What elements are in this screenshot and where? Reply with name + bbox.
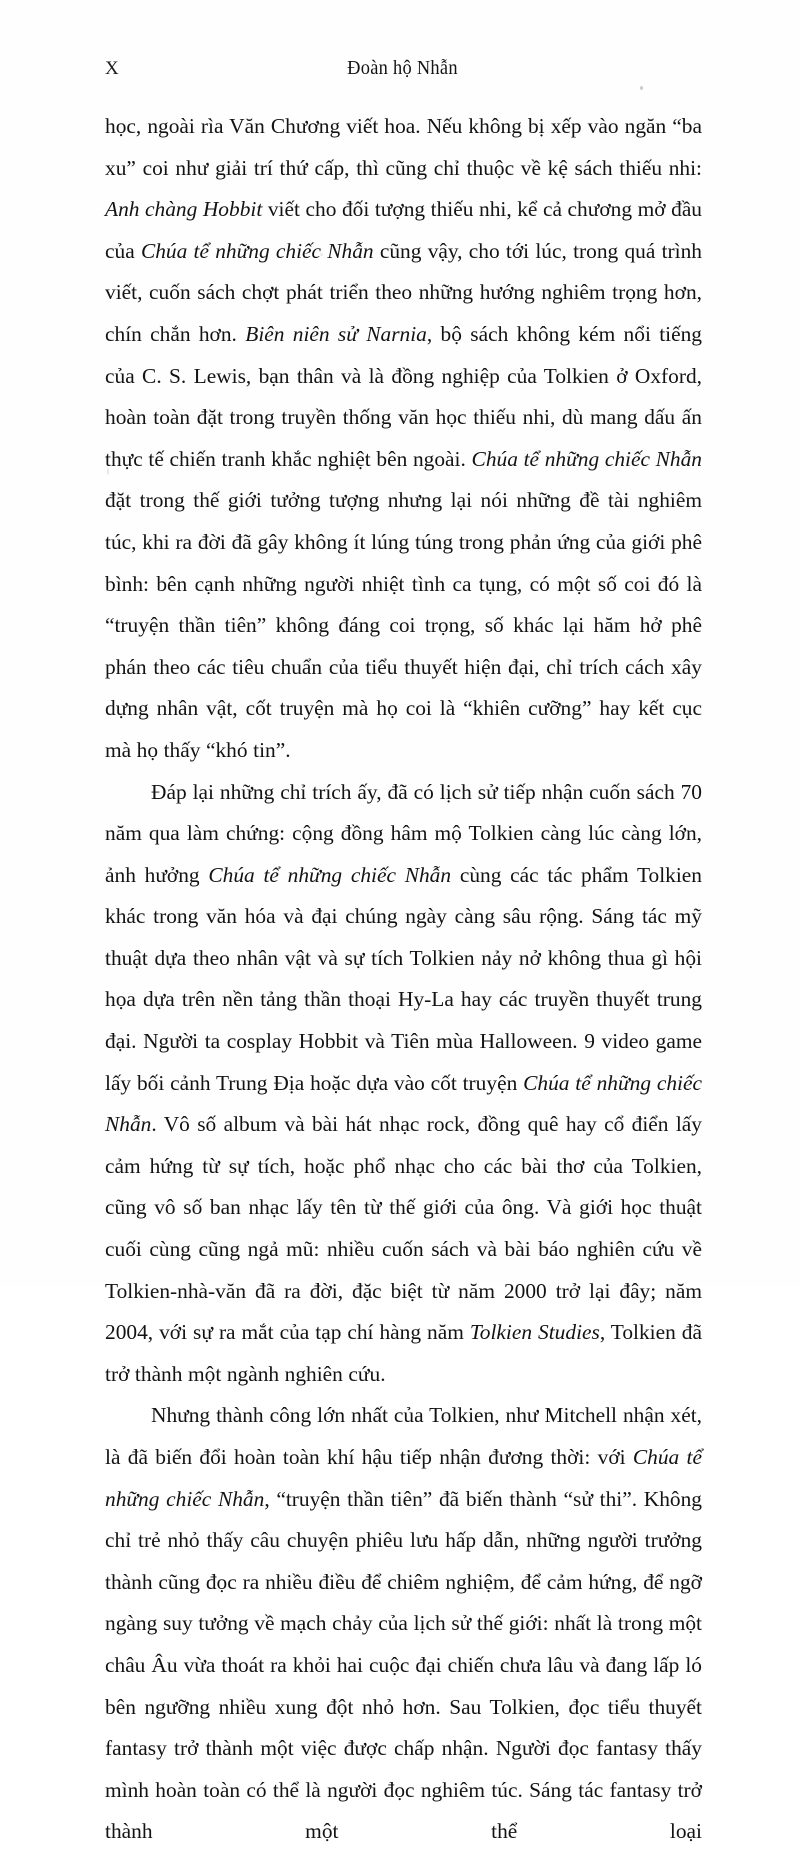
- text-run: . Vô số album và bài hát nhạc rock, đồng quê hay cổ điển lấy cảm hứng từ sự tích, hoặc phổ nhạc cho các bài thơ của Tolkien, cũng vô số ban nhạc lấy tên từ thế giới của ông. Và giới học thuật cuối cùng cũng ngả mũ: nhiều cuốn sách và bài báo nghiên cứu về Tolkien-nhà-văn đã ra đời, đặc biệt từ năm 2000 trở lại đây; năm 2004, với sự ra mắt của tạp chí hàng năm: [105, 1112, 702, 1345]
- book-title-italic: Chúa tể những chiếc Nhẫn: [471, 446, 703, 471]
- book-title-italic: Anh chàng Hobbit: [105, 197, 263, 222]
- scan-speck-icon: [640, 86, 643, 90]
- text-run: cùng các tác phẩm Tolkien khác trong văn hóa và đại chúng ngày càng sâu rộng. Sáng tác mỹ thuật dựa theo nhân vật và sự tích Tolkien nảy nở không thua gì hội họa dựa trên nền tảng thần thoại Hy-La hay các truyền thuyết trung đại. Người ta cosplay Hobbit và Tiên mùa Halloween. 9 video game lấy bối cảnh Trung Địa hoặc dựa vào cốt truyện: [105, 862, 702, 1095]
- text-run: cũng vậy, cho tới lúc, trong quá trình viết, cuốn sách chợt phát triển theo những hướng nghiêm trọng hơn, chín chắn hơn.: [105, 238, 702, 346]
- book-title-italic: Chúa tể những chiếc Nhẫn: [105, 1445, 702, 1511]
- text-run: Nhưng thành công lớn nhất của Tolkien, như Mitchell nhận xét, là đã biến đổi hoàn toàn khí hậu tiếp nhận đương thời: với: [105, 1403, 702, 1469]
- scan-speck-icon: [320, 253, 323, 256]
- running-head: [105, 58, 700, 88]
- book-title-italic: Chúa tể những chiếc Nhẫn: [140, 238, 374, 263]
- book-title-italic: Chúa tể những chiếc Nhẫn: [208, 862, 452, 887]
- scan-speck-icon: [107, 468, 109, 475]
- paragraph-para-2: [105, 772, 702, 1396]
- text-run: , Tolkien đã trở thành một ngành nghiên cứu.: [105, 1320, 702, 1386]
- paragraph-para-1: [105, 106, 702, 772]
- page-number: X: [105, 58, 120, 79]
- running-head-title: Đoàn hộ Nhẫn: [347, 57, 458, 79]
- book-title-italic: Chúa tể những chiếc Nhẫn: [105, 1070, 702, 1137]
- book-title-italic: Tolkien Studies: [469, 1320, 600, 1345]
- body-text: [105, 106, 702, 1853]
- text-run: Đáp lại những chỉ trích ấy, đã có lịch sử tiếp nhận cuốn sách 70 năm qua làm chứng: cộng đồng hâm mộ Tolkien càng lúc càng lớn, ảnh hưởng: [105, 779, 702, 887]
- book-title-italic: Biên niên sử Narnia: [245, 321, 427, 346]
- text-run: , “truyện thần tiên” đã biến thành “sử thi”. Không chỉ trẻ nhỏ thấy câu chuyện phiêu lưu hấp dẫn, những người trưởng thành cũng đọc ra nhiều điều để chiêm nghiệm, để cảm hứng, để ngỡ ngàng suy tưởng về mạch chảy của lịch sử thế giới: nhất là trong một châu Âu vừa thoát ra khỏi hai cuộc đại chiến chưa lâu và đang lấp ló bên ngưỡng nhiều xung đột nhỏ hơn. Sau Tolkien, đọc tiểu thuyết fantasy trở thành một việc được chấp nhận. Người đọc fantasy thấy mình hoàn toàn có thể là người đọc nghiêm túc. Sáng tác fantasy trở thành một thể loại: [105, 1486, 702, 1844]
- text-run: viết cho đối tượng thiếu nhi, kể cả chương mở đầu của: [105, 197, 703, 263]
- paragraph-para-3: [105, 1395, 702, 1853]
- text-run: , bộ sách không kém nổi tiếng của C. S. Lewis, bạn thân và là đồng nghiệp của Tolkien ở Oxford, hoàn toàn đặt trong truyền thống văn học thiếu nhi, dù mang dấu ấn thực tế chiến tranh khắc nghiệt bên ngoài.: [105, 321, 702, 471]
- text-run: học, ngoài rìa Văn Chương viết hoa. Nếu không bị xếp vào ngăn “ba xu” coi như giải trí thứ cấp, thì cũng chỉ thuộc về kệ sách thiếu nhi:: [105, 114, 702, 180]
- text-run: đặt trong thế giới tưởng tượng nhưng lại nói những đề tài nghiêm túc, khi ra đời đã gây không ít lúng túng trong phản ứng của giới phê bình: bên cạnh những người nhiệt tình ca tụng, có một số coi đó là “truyện thần tiên” không đáng coi trọng, số khác lại hăm hở phê phán theo các tiêu chuẩn của tiểu thuyết hiện đại, chỉ trích cách xây dựng nhân vật, cốt truyện mà họ coi là “khiên cưỡng” hay kết cục mà họ thấy “khó tin”.: [105, 488, 702, 762]
